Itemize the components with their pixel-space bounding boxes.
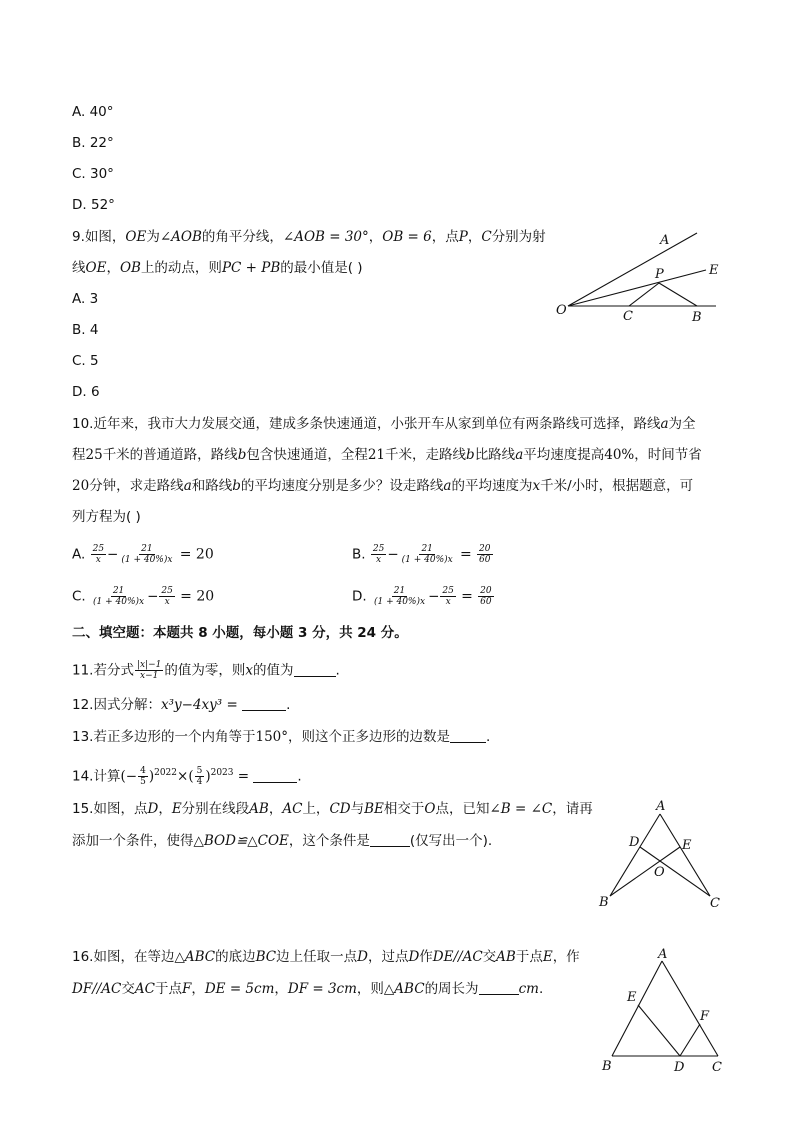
q15-point: E	[171, 801, 182, 817]
q15-condition: ∠B = ∠C	[489, 801, 553, 817]
q16-length: DF = 3cm	[287, 981, 357, 997]
q10-text: 的平均速度分别是多少？设走路线	[240, 478, 444, 494]
q10-text: 和路线	[191, 478, 233, 494]
paren: )	[148, 768, 155, 785]
q9-text: 分别为射	[491, 229, 546, 245]
frac-num: 5	[196, 766, 203, 776]
q15-line2	[72, 832, 492, 850]
q15-line1	[72, 800, 593, 818]
q16-figure	[596, 944, 736, 1074]
minus: −	[147, 588, 159, 605]
q9-ob: OB	[119, 260, 141, 276]
label-e: E	[682, 838, 692, 853]
q9-text: 为	[146, 229, 160, 245]
q15-segment: AC	[282, 801, 303, 817]
q10-text: 千米，走路线	[385, 447, 467, 463]
q9-angle: ∠AOB	[159, 229, 202, 245]
q12-text: .	[286, 697, 291, 713]
frac-den: x	[445, 597, 451, 607]
q9-number: 9.	[72, 229, 85, 245]
q9-option-a: A. 3	[72, 291, 99, 307]
q10-line3	[72, 477, 693, 495]
label-b: B	[692, 310, 702, 325]
q9-given-angle: ∠AOB = 30°	[282, 229, 369, 245]
q16-line2	[72, 980, 543, 998]
fraction	[159, 586, 174, 607]
q15-text: 上，	[302, 801, 330, 817]
label-e: E	[627, 990, 637, 1005]
fraction	[119, 544, 174, 565]
q9-text: ，点	[431, 229, 459, 245]
q16-parallel: DF//AC	[72, 981, 122, 997]
minus: −	[428, 588, 440, 605]
q10-text: 10.近年来，我市大力发展交通，建成多条快速通道，小张开车从家到单位有两条路线可选择，路线	[72, 416, 661, 432]
section-heading: 二、填空题：本题共 8 小题，每小题 3 分，共 24 分。	[72, 625, 408, 641]
q10-var-x: x	[532, 478, 541, 494]
q9-line1	[72, 228, 546, 246]
q10-text: ，时间节省	[634, 447, 702, 463]
q10-number: 21	[367, 447, 386, 463]
q14-text: .	[297, 768, 302, 785]
q15-congruence: △BOD≌△COE	[193, 833, 289, 849]
times: ×	[177, 768, 189, 785]
option-label: C.	[72, 588, 86, 605]
side-ab	[610, 814, 660, 896]
q10-text: 分钟，求走路线	[89, 478, 184, 494]
label-p: P	[655, 267, 664, 282]
frac-num: 25	[442, 586, 454, 596]
q10-text: 为全	[668, 416, 696, 432]
fraction	[372, 586, 427, 607]
segment-be	[610, 847, 680, 896]
frac-den: 5	[140, 777, 146, 787]
segment-de	[638, 1005, 680, 1056]
fraction	[478, 586, 493, 607]
q15-text: 添加一个条件，使得	[72, 833, 194, 849]
label-o: O	[556, 303, 567, 318]
label-d: D	[674, 1060, 685, 1074]
q11-text: 11.若分式	[72, 662, 134, 679]
q10-text: 程	[72, 447, 86, 463]
equals: =	[233, 768, 250, 785]
label-b: B	[602, 1059, 612, 1074]
option-label: D.	[352, 588, 367, 605]
q16-segment: BC	[255, 949, 277, 965]
q10-number: 20	[72, 478, 90, 494]
answer-blank[interactable]	[450, 729, 486, 743]
fraction	[195, 766, 205, 787]
q16-text: 的底边	[215, 949, 256, 965]
q10-text: 千米/小时，根据题意，可	[540, 478, 694, 494]
q9-text: 如图，	[84, 229, 126, 245]
q16-text: 的周长为	[424, 981, 479, 997]
q15-text: ，	[268, 801, 283, 817]
fraction	[440, 586, 455, 607]
option-label: B.	[352, 546, 366, 563]
label-a: A	[660, 233, 670, 248]
label-b: B	[599, 895, 609, 910]
q9-option-c: C. 5	[72, 353, 99, 369]
q15-segment: BE	[364, 801, 384, 817]
equation-rhs: = 20	[180, 588, 215, 605]
frac-den: x	[95, 555, 101, 565]
q16-parallel: DE//AC	[432, 949, 483, 965]
frac-den: (1 + 40%)x	[401, 555, 453, 565]
q10-percent: 40%	[604, 447, 635, 463]
q16-segment: AC	[134, 981, 155, 997]
q9-point-p: P	[458, 229, 468, 245]
q15-text: 15.如图，点	[72, 801, 148, 817]
frac-num: 25	[92, 544, 105, 554]
q10-option-d	[352, 586, 495, 607]
q16-text: ，作	[552, 949, 580, 965]
frac-den: 4	[196, 777, 203, 787]
q10-line2	[72, 446, 702, 464]
frac-den: (1 + 40%)x	[93, 597, 145, 607]
q12	[72, 696, 290, 714]
q10-var-b: b	[232, 478, 241, 494]
frac-num: 21	[141, 544, 153, 554]
q16-triangle: △ABC	[383, 981, 425, 997]
q15-point: D	[147, 801, 159, 817]
q10-option-b	[352, 544, 494, 565]
label-f: F	[700, 1009, 710, 1024]
frac-den: 60	[480, 597, 492, 607]
q9-text: ，	[106, 260, 120, 276]
q11	[72, 660, 340, 681]
ray-oe	[568, 270, 706, 306]
q10-line1	[72, 415, 696, 433]
label-e: E	[709, 263, 719, 278]
frac-num: 20	[479, 544, 491, 554]
q9-text: 的角平分线，	[201, 229, 283, 245]
option-a: A. 40°	[72, 104, 114, 120]
option-label: A.	[72, 546, 86, 563]
q15-text: 相交于	[383, 801, 425, 817]
q16-text: 交	[121, 981, 135, 997]
frac-den: (1 + 40%)x	[121, 555, 173, 565]
q10-number: 25	[85, 447, 103, 463]
q16-text: 于点	[154, 981, 182, 997]
q10-var-b: b	[466, 447, 475, 463]
fraction	[91, 586, 146, 607]
q10-var-a: a	[660, 416, 669, 432]
q16-triangle: △ABC	[174, 949, 216, 965]
paren: )	[205, 768, 211, 785]
q15-text: 点，已知	[435, 801, 490, 817]
q9-oe: OE	[125, 229, 147, 245]
q10-var-a: a	[515, 447, 524, 463]
q15-point: O	[424, 801, 436, 817]
paren: (	[188, 768, 194, 785]
q16-text: ，则	[356, 981, 384, 997]
q9-expression: PC + PB	[221, 260, 281, 276]
segment-df	[680, 1024, 700, 1056]
q9-option-d: D. 6	[72, 384, 100, 400]
q15-figure	[592, 796, 732, 916]
option-b: B. 22°	[72, 135, 114, 151]
q16-text: 边上任取一点	[276, 949, 358, 965]
q10-text: 的平均速度为	[451, 478, 533, 494]
q15-segment: CD	[329, 801, 351, 817]
q11-text: 的值为零，则	[164, 662, 246, 679]
q10-text: 平均速度提高	[523, 447, 605, 463]
option-c: C. 30°	[72, 166, 114, 182]
exponent: 2022	[154, 768, 177, 778]
segment-cd	[640, 847, 710, 896]
label-a: A	[656, 799, 666, 814]
q16-text: .	[538, 981, 544, 997]
q10-option-c	[72, 586, 214, 607]
q13-text: .	[486, 729, 491, 745]
q16-text: 16.如图，在等边	[72, 949, 175, 965]
frac-num: 21	[421, 544, 433, 554]
q16-point: F	[181, 981, 192, 997]
answer-blank[interactable]	[253, 769, 297, 783]
label-a: A	[658, 947, 668, 962]
q16-text: 于点	[515, 949, 543, 965]
fraction	[135, 660, 163, 681]
q15-text: ，	[158, 801, 172, 817]
q13-text: ，则这个正多边形的边数是	[288, 729, 451, 745]
frac-num: 21	[112, 586, 125, 596]
q15-text: 与	[350, 801, 365, 817]
q15-text: ，请再	[552, 801, 593, 817]
q12-text: 12.因式分解：	[72, 697, 161, 713]
q16-text: 作	[419, 949, 433, 965]
q16-line1	[72, 948, 580, 966]
q9-oe: OE	[85, 260, 107, 276]
answer-blank[interactable]	[370, 833, 410, 847]
q10-var-b: b	[237, 447, 247, 463]
q9-text: 的最小值是( )	[280, 260, 363, 276]
q15-segment: AB	[249, 801, 269, 817]
frac-num: 25	[372, 544, 385, 554]
q9-given-length: OB = 6	[382, 229, 432, 245]
q9-figure	[550, 225, 730, 325]
q13-angle: 150°	[255, 729, 289, 745]
frac-den: 60	[479, 555, 491, 565]
frac-num: 20	[480, 586, 492, 596]
q10-text: 比路线	[474, 447, 516, 463]
q9-line2	[72, 259, 363, 277]
frac-den: x	[376, 555, 382, 565]
ray-oa	[568, 233, 697, 306]
exponent: 2023	[210, 768, 234, 778]
q16-text: 交	[482, 949, 497, 965]
q13	[72, 728, 490, 746]
q10-text: 千米的普通道路，路线	[102, 447, 238, 463]
minus: −	[387, 546, 399, 563]
side-ac	[660, 814, 710, 896]
q11-text: .	[335, 662, 340, 679]
side-ab	[612, 961, 662, 1056]
frac-num: 4	[140, 766, 146, 776]
equals: =	[460, 546, 472, 563]
answer-blank[interactable]	[294, 663, 336, 677]
label-d: D	[629, 835, 640, 850]
answer-blank[interactable]	[242, 697, 286, 711]
frac-num: |x|−1	[136, 660, 162, 670]
q10-text: 包含快速通道，全程	[246, 447, 368, 463]
option-d: D. 52°	[72, 197, 115, 213]
frac-den: x−1	[140, 671, 159, 681]
q10-var-a: a	[443, 478, 452, 494]
q10-var-a: a	[183, 478, 192, 494]
q11-text: 的值为	[253, 662, 294, 679]
q16-point: D	[408, 949, 420, 965]
frac-num: 21	[393, 586, 406, 596]
side-ac	[662, 961, 718, 1056]
fraction	[477, 544, 492, 565]
label-o: O	[654, 865, 665, 880]
q16-text: ，	[191, 981, 205, 997]
fraction	[371, 544, 386, 565]
fraction	[91, 544, 106, 565]
frac-num: 25	[161, 586, 173, 596]
q16-length: DE = 5cm	[204, 981, 275, 997]
q16-text: ，过点	[367, 949, 409, 965]
q16-point: E	[542, 949, 553, 965]
q9-text: ，	[467, 229, 482, 245]
q15-text: (仅写出一个).	[409, 833, 493, 849]
label-c: C	[710, 896, 720, 911]
q10-line4: 列方程为( )	[72, 509, 141, 525]
q10-option-a	[72, 544, 214, 565]
label-c: C	[623, 309, 633, 324]
q9-text: ，	[368, 229, 383, 245]
q16-segment: AB	[496, 949, 516, 965]
frac-den: (1 + 40%)x	[373, 597, 426, 607]
frac-den: x	[164, 597, 170, 607]
segment-pb	[659, 283, 697, 306]
q15-text: ，这个条件是	[288, 833, 370, 849]
fraction	[400, 544, 455, 565]
label-c: C	[712, 1060, 722, 1074]
minus: −	[107, 546, 119, 563]
q9-point-c: C	[481, 229, 492, 245]
equation-rhs: = 20	[179, 546, 214, 563]
q13-text: 13.若正多边形的一个内角等于	[72, 729, 256, 745]
q11-var-x: x	[245, 662, 254, 679]
equals: =	[461, 588, 473, 605]
q16-point: D	[357, 949, 368, 965]
q14-text: 14.计算	[72, 768, 121, 785]
fraction	[138, 766, 148, 787]
q12-expression: x³y−4xy³ =	[160, 697, 238, 713]
q16-unit: cm	[518, 981, 539, 997]
answer-blank[interactable]	[479, 981, 519, 995]
q15-text: 分别在线段	[181, 801, 250, 817]
q9-text: 线	[72, 260, 86, 276]
q9-text: 上的动点，则	[140, 260, 222, 276]
paren: (−	[120, 768, 138, 785]
q9-option-b: B. 4	[72, 322, 99, 338]
q14	[72, 764, 302, 787]
q16-text: ，	[274, 981, 288, 997]
